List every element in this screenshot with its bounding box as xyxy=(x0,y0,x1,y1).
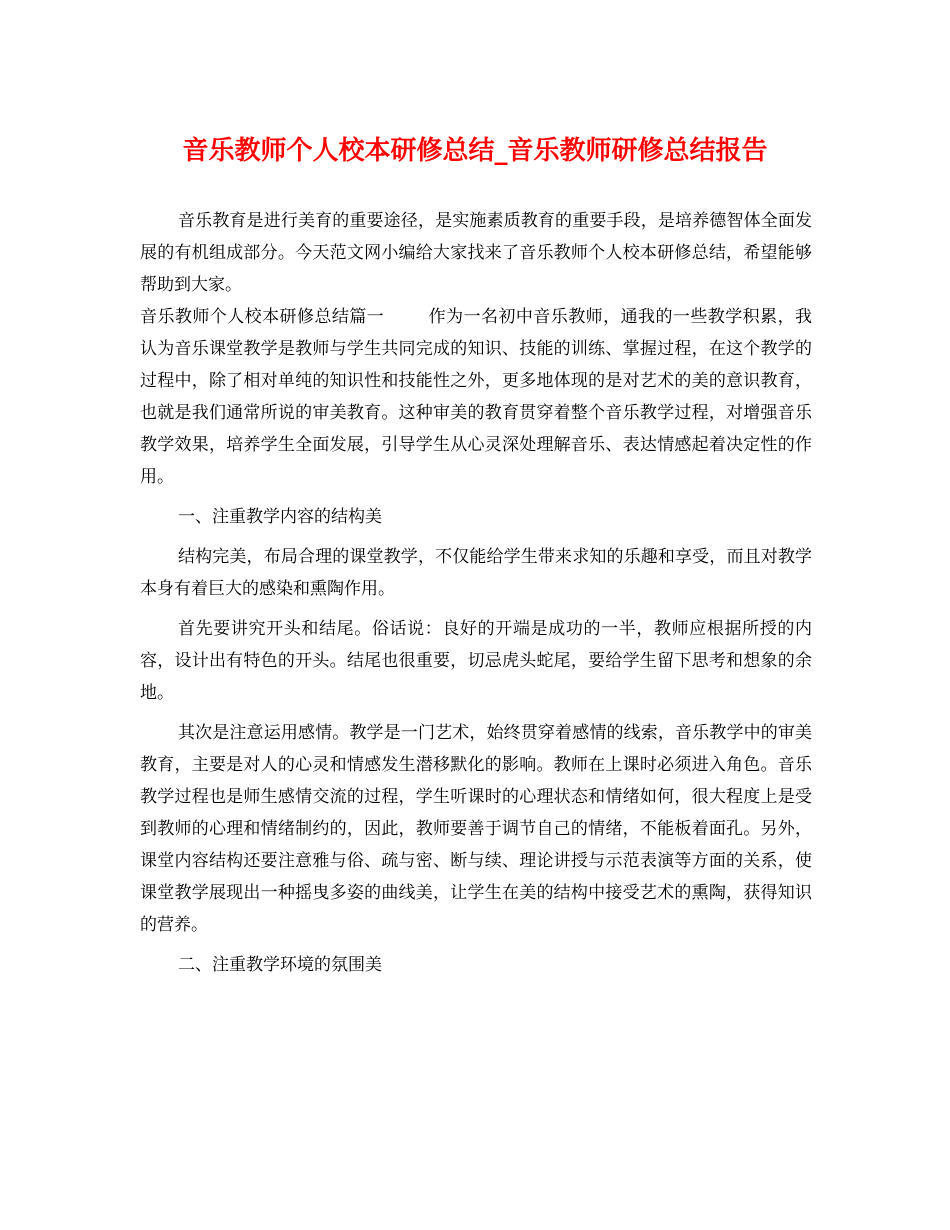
paragraph-structure: 结构完美，布局合理的课堂教学，不仅能给学生带来求知的乐趣和享受，而且对教学本身有着巨大的感染和熏陶作用。 xyxy=(140,547,812,599)
part-label: 音乐教师个人校本研修总结篇一 xyxy=(140,307,385,327)
intro-paragraph: 音乐教育是进行美育的重要途径，是实施素质教育的重要手段，是培养德智体全面发展的有机组成部分。今天范文网小编给大家找来了音乐教师个人校本研修总结，希望能够帮助到大家。 xyxy=(140,211,812,295)
section-heading-structure: 一、注重教学内容的结构美 xyxy=(178,507,382,527)
paragraph-opening-ending: 首先要讲究开头和结尾。俗话说：良好的开端是成功的一半，教师应根据所授的内容，设计出有特色的开头。结尾也很重要，切忌虎头蛇尾，要给学生留下思考和想象的余地。 xyxy=(140,619,812,703)
paragraph-emotion: 其次是注意运用感情。教学是一门艺术，始终贯穿着感情的线索，音乐教学中的审美教育，主要是对人的心灵和情感发生潜移默化的影响。教师在上课时必须进入角色。音乐教学过程也是师生感情交流的过程，学生听课时的心理状态和情绪如何，很大程度上是受到教师的心理和情绪制约的，因此，教师要善于调节自己的情绪，不能板着面孔。另外，课堂内容结构还要注意雅与俗、疏与密、断与续、理论讲授与示范表演等方面的关系，使课堂教学展现出一种摇曳多姿的曲线美，让学生在美的结构中接受艺术的熏陶，获得知识的营养。 xyxy=(140,723,812,935)
part-first-paragraph-text: 作为一名初中音乐教师，通我的一些教学积累，我认为音乐课堂教学是教师与学生共同完成的知识、技能的训练、掌握过程，在这个教学的过程中，除了相对单纯的知识性和技能性之外，更多地体现的是对艺术的美的意识教育，也就是我们通常所说的审美教育。这种审美的教育贯穿着整个音乐教学过程，对增强音乐教学效果，培养学生全面发展，引导学生从心灵深处理解音乐、表达情感起着决定性的作用。 xyxy=(140,307,813,487)
document-body xyxy=(140,205,812,981)
part-one-paragraph xyxy=(140,301,812,493)
document-title: 音乐教师个人校本研修总结_音乐教师研修总结报告 xyxy=(182,136,768,166)
section-heading-atmosphere: 二、注重教学环境的氛围美 xyxy=(178,955,382,975)
